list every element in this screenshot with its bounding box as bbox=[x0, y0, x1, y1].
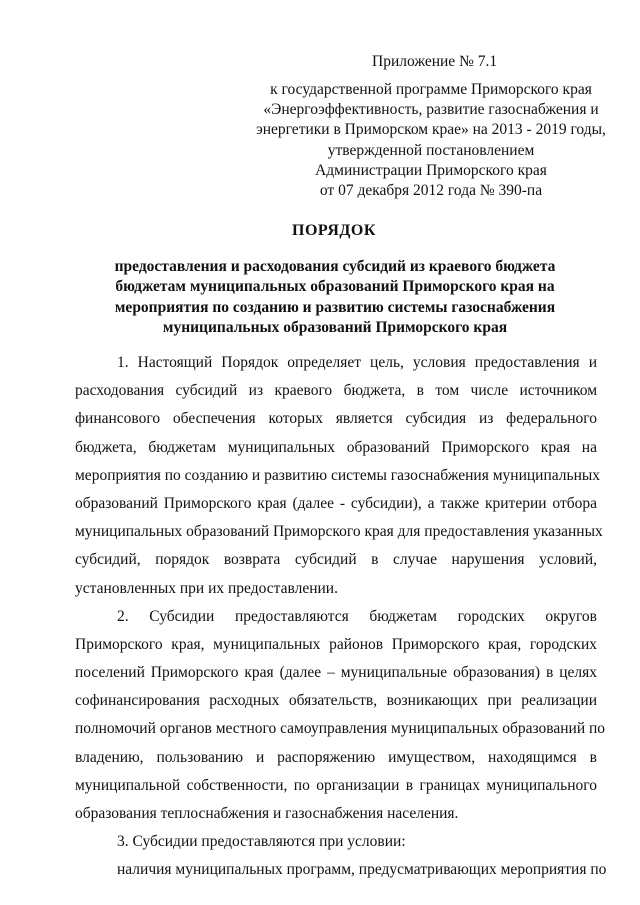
paragraph-1-line: 1. Настоящий Порядок определяет цель, условия предоставления и bbox=[117, 354, 597, 371]
paragraph-1-line: бюджета, бюджетам муниципальных образований Приморского края на bbox=[75, 438, 597, 456]
appendix-line: «Энергоэффективность, развитие газоснабжения и bbox=[263, 101, 599, 119]
paragraph-1-line: мероприятия по созданию и развитию системы газоснабжения муниципальных bbox=[75, 466, 601, 484]
paragraph-1-line: субсидий, порядок возврата субсидий в случае нарушения условий, bbox=[75, 551, 597, 569]
document-title: ПОРЯДОК bbox=[292, 222, 376, 239]
appendix-title: Приложение № 7.1 bbox=[372, 53, 498, 70]
paragraph-1-line: расходования субсидий из краевого бюджета, в том числе источником bbox=[75, 382, 597, 400]
paragraph-1-line: установленных при их предоставлении. bbox=[75, 579, 338, 597]
subtitle-line: бюджетам муниципальных образований Приморского края на bbox=[115, 278, 555, 296]
paragraph-2-line: полномочий органов местного самоуправления муниципальных образований по bbox=[75, 720, 606, 738]
subtitle-line: мероприятия по созданию и развитию системы газоснабжения bbox=[114, 298, 556, 316]
paragraph-1-line: финансового обеспечения которых является субсидия из федерального bbox=[75, 410, 597, 428]
appendix-line: энергетики в Приморском крае» на 2013 - 2019 годы, bbox=[256, 121, 606, 139]
paragraph-2-line: 2. Субсидии предоставляются бюджетам городских округов bbox=[117, 607, 597, 625]
subtitle-line: муниципальных образований Приморского края bbox=[162, 318, 508, 336]
paragraph-2-line: владению, пользованию и распоряжению имуществом, находящимся в bbox=[75, 748, 597, 766]
paragraph-2-line: софинансирования расходных обязательств, возникающих при реализации bbox=[75, 692, 597, 710]
appendix-line: к государственной программе Приморского края bbox=[270, 81, 592, 98]
document-body bbox=[75, 349, 607, 885]
paragraph-1-line: образований Приморского края (далее - субсидии), а также критерии отбора bbox=[75, 494, 597, 512]
paragraph-2-line: образования теплоснабжения и газоснабжения населения. bbox=[75, 805, 459, 822]
subtitle-line: предоставления и расходования субсидий из краевого бюджета bbox=[114, 258, 556, 275]
appendix-reference bbox=[250, 80, 612, 201]
appendix-line: от 07 декабря 2012 года № 390-па bbox=[319, 182, 543, 200]
appendix-line: утвержденной постановлением bbox=[327, 141, 535, 159]
paragraph-3-line: наличия муниципальных программ, предусматривающих мероприятия по bbox=[117, 861, 607, 879]
paragraph-2-line: поселений Приморского края (далее – муниципальные образования) в целях bbox=[75, 664, 597, 682]
paragraph-2-line: муниципальной собственности, по организации в границах муниципального bbox=[75, 776, 597, 794]
paragraph-1-line: муниципальных образований Приморского края для предоставления указанных bbox=[75, 523, 603, 541]
paragraph-2-line: Приморского края, муниципальных районов Приморского края, городских bbox=[75, 635, 597, 653]
paragraph-3-line: 3. Субсидии предоставляются при условии: bbox=[117, 833, 406, 851]
document-subtitle bbox=[90, 257, 580, 338]
appendix-line: Администрации Приморского края bbox=[315, 161, 547, 179]
